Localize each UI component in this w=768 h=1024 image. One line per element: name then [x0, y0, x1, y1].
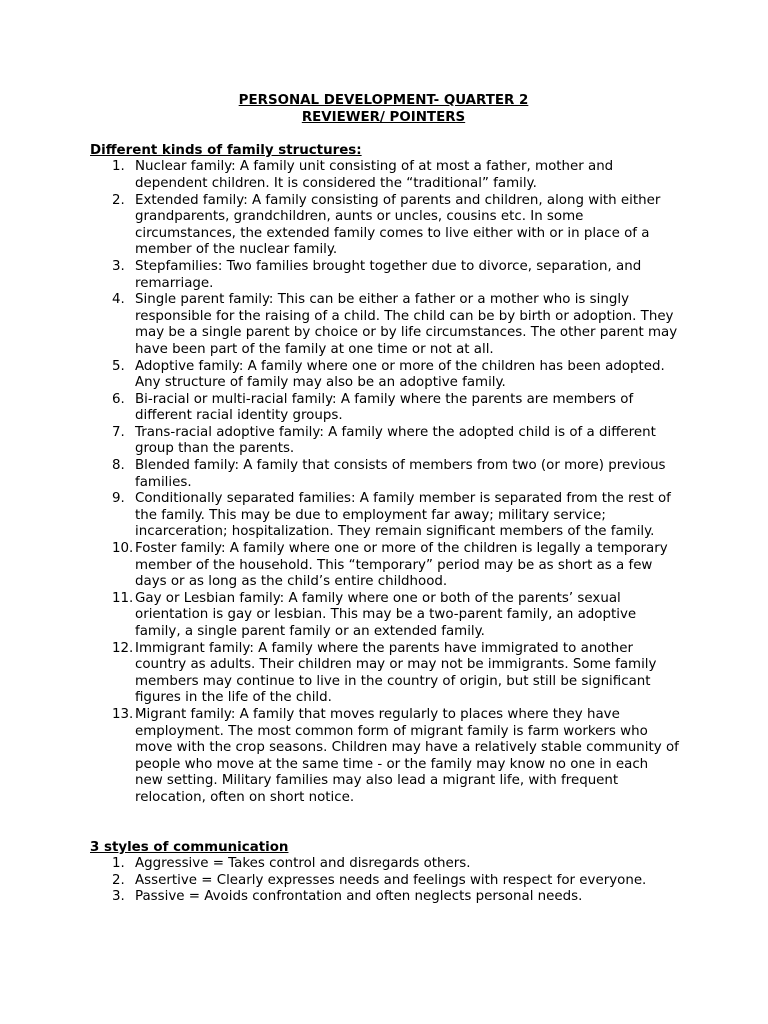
- list-item-text: Immigrant family: A family where the parents have immigrated to another country as adults. Their children may or may not be immigrants. Some family members may continue to live in the country of origin, but still be significant figures in the life of the child.: [135, 640, 657, 706]
- spacer: [90, 126, 690, 143]
- list-item: [90, 591, 680, 641]
- list-item-text: Assertive = Clearly expresses needs and feelings with respect for everyone.: [135, 872, 647, 888]
- list-item-number: 8.: [112, 458, 125, 474]
- list-item-number: 1.: [112, 856, 125, 872]
- list-item-number: 10.: [112, 541, 134, 557]
- list-item-text: Passive = Avoids confrontation and often neglects personal needs.: [135, 889, 583, 905]
- list-item: [90, 425, 680, 458]
- document-title-line2: REVIEWER/ POINTERS: [301, 109, 466, 125]
- list-item-text: Gay or Lesbian family: A family where one or both of the parents’ sexual orientation is gay or lesbian. This may be a two-parent family, an adoptive family, a single parent family or an extended family.: [135, 590, 637, 639]
- list-item: [90, 889, 680, 906]
- list-item-number: 4.: [112, 292, 125, 308]
- list-item-number: 6.: [112, 391, 125, 407]
- list-item-number: 3.: [112, 258, 125, 274]
- list-item-text: Blended family: A family that consists of members from two (or more) previous families.: [135, 458, 666, 490]
- list-item-text: Bi-racial or multi-racial family: A family where the parents are members of different racial identity groups.: [135, 391, 634, 424]
- document-page: [90, 93, 690, 906]
- list-item: [90, 873, 680, 890]
- list-item: [90, 193, 680, 259]
- list-item-number: 2.: [112, 192, 125, 208]
- list-item: [90, 292, 680, 358]
- list-item-number: 12.: [112, 640, 134, 656]
- list-item: [90, 259, 680, 292]
- list-item-text: Nuclear family: A family unit consisting of at most a father, mother and dependent children. It is considered the “traditional” family.: [135, 159, 614, 191]
- spacer: [90, 807, 690, 840]
- list-item: [90, 392, 680, 425]
- list-item-text: Trans-racial adoptive family: A family where the adopted child is of a different group than the parents.: [135, 424, 656, 457]
- list-item-number: 5.: [112, 358, 125, 374]
- list-item-number: 11.: [112, 590, 134, 606]
- list-item-text: Aggressive = Takes control and disregards others.: [135, 856, 471, 872]
- list-item-number: 7.: [112, 424, 125, 440]
- list-item: [90, 541, 680, 591]
- list-item: [90, 641, 680, 707]
- family-structures-heading: Different kinds of family structures:: [90, 142, 362, 158]
- list-item-number: 1.: [112, 159, 125, 175]
- list-item-text: Conditionally separated families: A family member is separated from the rest of the family. This may be due to employment far away; military service; incarceration; hospitalization. They remain significant members of the family.: [135, 491, 671, 540]
- list-item: [90, 707, 680, 807]
- list-item-number: 2.: [112, 872, 125, 888]
- communication-styles-heading: 3 styles of communication: [90, 839, 289, 855]
- list-item-text: Extended family: A family consisting of parents and children, along with either grandparents, grandchildren, aunts or uncles, cousins etc. In some circumstances, the extended family comes to live either with or in place of a member of the nuclear family.: [135, 192, 661, 258]
- list-item-number: 9.: [112, 491, 125, 507]
- family-structures-list: [90, 159, 690, 806]
- list-item-text: Adoptive family: A family where one or more of the children has been adopted. Any structure of family may also be an adoptive family.: [135, 358, 665, 391]
- list-item-text: Foster family: A family where one or more of the children is legally a temporary member of the household. This “temporary” period may be as short as a few days or as long as the child’s entire childhood.: [135, 541, 668, 590]
- document-title-line1: PERSONAL DEVELOPMENT- QUARTER 2: [238, 93, 529, 108]
- communication-styles-list: [90, 856, 690, 906]
- list-item-text: Single parent family: This can be either a father or a mother who is singly responsible for the raising of a child. The child can be by birth or adoption. They may be a single parent by choice or by life circumstances. The other parent may have been part of the family at one time or not at all.: [135, 292, 678, 357]
- list-item-number: 13.: [112, 706, 134, 722]
- list-item: [90, 856, 680, 873]
- list-item: [90, 159, 680, 192]
- list-item-text: Migrant family: A family that moves regularly to places where they have employment. The most common form of migrant family is farm workers who move with the crop seasons. Children may have a relatively stable community of people who move at the same time - or the family may know no one in each new setting. Military families may also lead a migrant life, with frequent relocation, often on short notice.: [135, 706, 679, 805]
- list-item: [90, 458, 680, 491]
- list-item-number: 3.: [112, 889, 125, 905]
- list-item: [90, 359, 680, 392]
- list-item-text: Stepfamilies: Two families brought together due to divorce, separation, and remarriage.: [135, 258, 642, 291]
- list-item: [90, 491, 680, 541]
